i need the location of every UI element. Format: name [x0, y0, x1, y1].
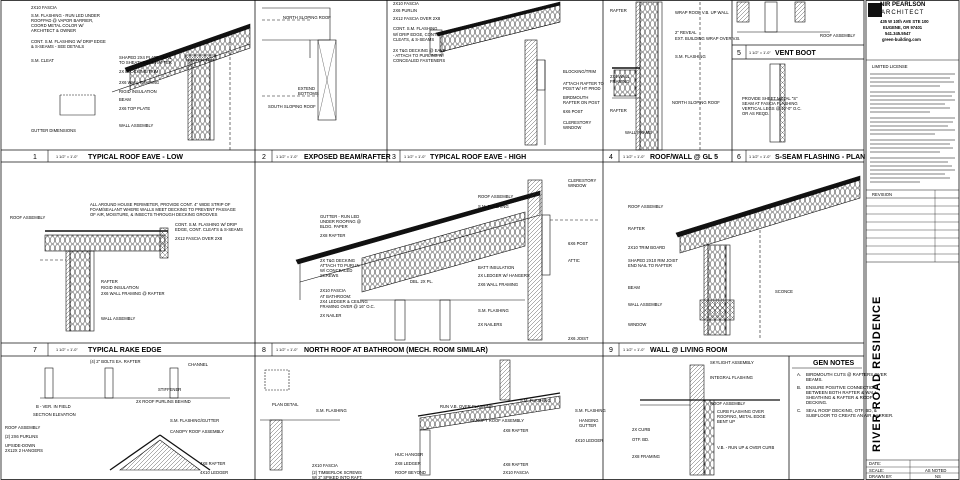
detail-titles: [33, 45, 865, 356]
svg-text:(2) TIMBERLOK SCREWS: (2) TIMBERLOK SCREWS: [312, 470, 362, 475]
svg-text:SECTION ELEVATION: SECTION ELEVATION: [33, 412, 76, 417]
svg-text:4X8 RAFTER: 4X8 RAFTER: [503, 462, 529, 467]
svg-text:ROOFPAD @ VAPOR BARRIER,: ROOFPAD @ VAPOR BARRIER,: [31, 18, 94, 23]
detail-8-scale: 1 1/2" = 1'-0": [276, 348, 298, 352]
detail-3-scale: 1 1/2" = 1'-0": [404, 155, 426, 159]
firm-address-1: 435 W 10th AVE STE 100: [880, 19, 929, 24]
svg-text:2X8 LEDGER: 2X8 LEDGER: [395, 461, 421, 466]
svg-text:S.M. FLASHING: S.M. FLASHING: [478, 308, 509, 313]
svg-text:2X6 WALL FRAMING @ RAFTER: 2X6 WALL FRAMING @ RAFTER: [101, 291, 165, 296]
detail-6-labels: [742, 96, 802, 116]
svg-text:BOTTOMS: BOTTOMS: [298, 91, 319, 96]
revision-label: REVISION: [872, 192, 893, 197]
svg-text:W/ 2" SPIKED INTO RAFT.: W/ 2" SPIKED INTO RAFT.: [312, 475, 363, 480]
detail-5-scale: 1 1/2" = 1'-0": [749, 51, 771, 55]
footer-scale-label: SCALE:: [869, 468, 884, 473]
svg-text:WINDOW: WINDOW: [628, 322, 647, 327]
svg-text:2X10 FASCIA: 2X10 FASCIA: [320, 288, 346, 293]
footer-scale-value: AS NOTED: [925, 468, 947, 473]
svg-text:HUC HANGER: HUC HANGER: [395, 452, 424, 457]
detail-2-number: 2: [262, 154, 266, 161]
detail-3-title: TYPICAL ROOF EAVE - HIGH: [430, 154, 527, 161]
svg-text:2X6 JOIST: 2X6 JOIST: [568, 336, 589, 341]
svg-text:DECKING.: DECKING.: [806, 400, 828, 405]
detail-7-title: TYPICAL RAKE EDGE: [88, 347, 162, 354]
svg-text:CANOPY ROOF ASSEMBLY: CANOPY ROOF ASSEMBLY: [470, 418, 525, 423]
svg-text:WALL ASSEMBLY: WALL ASSEMBLY: [119, 123, 154, 128]
license-text-block: [870, 74, 955, 182]
svg-text:S.M. FLASHING/GUTTER: S.M. FLASHING/GUTTER: [170, 418, 220, 423]
svg-text:CONT. S.M. FLASHING W/ DRIP: CONT. S.M. FLASHING W/ DRIP: [175, 222, 237, 227]
svg-text:SHEATHING & RAFTER & ROOF: SHEATHING & RAFTER & ROOF: [806, 395, 873, 400]
svg-text:S.M. FLASHING: S.M. FLASHING: [478, 204, 509, 209]
svg-text:EXT. BUILDING WRAP OVER V.B.: EXT. BUILDING WRAP OVER V.B.: [675, 36, 741, 41]
svg-text:C.: C.: [797, 408, 802, 413]
detail-4-title: ROOF/WALL @ GL 5: [650, 154, 719, 161]
svg-text:ROOF ASSEMBLY: ROOF ASSEMBLY: [478, 194, 514, 199]
svg-text:ROOF ASSEMBLY: ROOF ASSEMBLY: [5, 425, 41, 430]
svg-text:FRAMING: FRAMING: [610, 79, 630, 84]
svg-text:W/ CONCEALED: W/ CONCEALED: [320, 268, 353, 273]
svg-text:B.: B.: [797, 385, 802, 390]
svg-text:2X4 LEDGER & CEILING: 2X4 LEDGER & CEILING: [320, 299, 368, 304]
detail-10-labels: [5, 359, 228, 475]
detail-11-labels: [272, 402, 363, 480]
svg-text:GUTTER DIMENSIONS: GUTTER DIMENSIONS: [31, 128, 76, 133]
svg-text:BEAMS.: BEAMS.: [806, 377, 823, 382]
detail-6-title: S-SEAM FLASHING - PLAN: [775, 154, 866, 161]
svg-text:ATTIC: ATTIC: [568, 258, 580, 263]
svg-text:2X LEDGER W/ HANGERS: 2X LEDGER W/ HANGERS: [478, 273, 530, 278]
svg-text:2X ROOF PURLINS BEHIND: 2X ROOF PURLINS BEHIND: [136, 399, 191, 404]
svg-text:RAFTER: RAFTER: [628, 226, 645, 231]
svg-text:DBL. 2X PL.: DBL. 2X PL.: [410, 279, 434, 284]
svg-text:NORTH SLOPING ROOF: NORTH SLOPING ROOF: [672, 100, 720, 105]
svg-text:CLERESTORY: CLERESTORY: [563, 120, 592, 125]
svg-text:BETWEEN BOTH RAFTER & WALL: BETWEEN BOTH RAFTER & WALL: [806, 390, 878, 395]
svg-text:CANOPY ROOF ASSEMBLY: CANOPY ROOF ASSEMBLY: [170, 429, 225, 434]
svg-text:ROOFING, METAL EDGE: ROOFING, METAL EDGE: [717, 414, 766, 419]
svg-text:- ATTACH TO PURLINS W/: - ATTACH TO PURLINS W/: [393, 53, 444, 58]
license-title: LIMITED LICENSE: [872, 64, 908, 69]
svg-text:CONT. S.M. FLASHING: CONT. S.M. FLASHING: [393, 26, 438, 31]
svg-text:OR AS REQD.: OR AS REQD.: [742, 111, 770, 116]
svg-text:A.: A.: [797, 372, 802, 377]
svg-text:FRAMING OVER @ 16" O.C.: FRAMING OVER @ 16" O.C.: [320, 304, 375, 309]
detail-3-drawing: [430, 2, 560, 145]
svg-text:2X NAILERS: 2X NAILERS: [478, 322, 503, 327]
svg-text:2X10 TRIM BOARD: 2X10 TRIM BOARD: [628, 245, 666, 250]
svg-text:2X12X 2 HANGERS: 2X12X 2 HANGERS: [5, 448, 43, 453]
svg-text:S.M. FLASHING: S.M. FLASHING: [520, 398, 551, 403]
svg-text:2X T&G DECKING: 2X T&G DECKING: [320, 258, 356, 263]
svg-text:SEAM AT FASCIA FLASHING: SEAM AT FASCIA FLASHING: [742, 101, 798, 106]
svg-text:AT BATHROOM:: AT BATHROOM:: [320, 294, 352, 299]
svg-text:ATTACH TO PURLIN: ATTACH TO PURLIN: [320, 263, 360, 268]
svg-text:OTF. BD.: OTF. BD.: [632, 437, 650, 442]
detail-7-scale: 1 1/2" = 1'-0": [56, 348, 78, 352]
svg-text:CLERESTORY: CLERESTORY: [568, 178, 597, 183]
detail-5-number: 5: [737, 50, 741, 57]
svg-text:CURB FLASHING OVER: CURB FLASHING OVER: [717, 409, 765, 414]
detail-2-title: EXPOSED BEAM/RAFTER: [304, 154, 391, 161]
firm-name: NIR PEARLSON: [880, 2, 926, 8]
svg-text:(2) 2X6 PURLINS: (2) 2X6 PURLINS: [5, 434, 39, 439]
svg-text:& S-SEAMS - SEE DETAILS: & S-SEAMS - SEE DETAILS: [31, 44, 85, 49]
svg-text:2X12 FASCIA OVER 2X8: 2X12 FASCIA OVER 2X8: [175, 236, 223, 241]
detail-5-title: VENT BOOT: [775, 50, 816, 57]
svg-text:SKYLIGHT ASSEMBLY: SKYLIGHT ASSEMBLY: [710, 360, 754, 365]
svg-text:WALL ASSEMBLY: WALL ASSEMBLY: [101, 316, 136, 321]
svg-text:4X10 LEDGER: 4X10 LEDGER: [575, 438, 604, 443]
svg-text:ARCHITECT & OWNER: ARCHITECT & OWNER: [31, 28, 77, 33]
detail-5-label: ROOF ASSEMBLY: [820, 33, 856, 38]
firm-role: ARCHITECT: [881, 10, 925, 16]
detail-9-drawing: [676, 176, 860, 340]
svg-text:B - VER. IN FIELD: B - VER. IN FIELD: [36, 404, 71, 409]
svg-text:RAFTER: RAFTER: [610, 8, 627, 13]
svg-text:TO SHEATHING & RAFTER: TO SHEATHING & RAFTER: [119, 60, 172, 65]
detail-1-title: TYPICAL ROOF EAVE - LOW: [88, 154, 184, 161]
svg-text:2X6 WALL FRAMING: 2X6 WALL FRAMING: [478, 282, 519, 287]
svg-text:ROOF ASSEMBLY: ROOF ASSEMBLY: [710, 401, 746, 406]
svg-text:2X6 TOP PLATE: 2X6 TOP PLATE: [119, 106, 151, 111]
detail-8-title: NORTH ROOF AT BATHROOM (MECH. ROOM SIMILAR): [304, 347, 488, 354]
svg-text:ROOF ASSEMBLY: ROOF ASSEMBLY: [10, 215, 46, 220]
detail-2-labels: [268, 15, 331, 109]
svg-text:S.M. FLASHING: S.M. FLASHING: [575, 408, 606, 413]
svg-text:2X BLOCKING/TRIM: 2X BLOCKING/TRIM: [119, 69, 159, 74]
footer-drawn-label: DRAWN BY:: [869, 474, 893, 479]
detail-7-number: 7: [33, 347, 37, 354]
firm-address-2: EUGENE, OR 97401: [883, 25, 923, 30]
svg-text:WINDOW: WINDOW: [568, 183, 587, 188]
svg-text:S.M. FLASHING - RUN LED UNDER: S.M. FLASHING - RUN LED UNDER: [31, 13, 100, 18]
svg-text:SEAL ROOF DECKING, OTF. BD, &: SEAL ROOF DECKING, OTF. BD, &: [806, 408, 877, 413]
svg-text:2X6 PURLIN: 2X6 PURLIN: [393, 8, 417, 13]
svg-text:4X8 RAFTER: 4X8 RAFTER: [200, 461, 226, 466]
svg-text:2X10 FASCIA: 2X10 FASCIA: [393, 1, 419, 6]
svg-text:2X6 WALL: 2X6 WALL: [610, 74, 630, 79]
svg-text:BEAM: BEAM: [119, 97, 131, 102]
svg-text:ATTACH RAFTER TO: ATTACH RAFTER TO: [563, 81, 604, 86]
svg-text:GUTTER: GUTTER: [579, 423, 597, 428]
svg-text:RAFTER ON POST: RAFTER ON POST: [563, 100, 600, 105]
svg-text:2X10 FASCIA: 2X10 FASCIA: [312, 463, 338, 468]
svg-text:2X8 FRAMING: 2X8 FRAMING: [632, 454, 660, 459]
svg-text:RUN V.B. OVER FLASHING: RUN V.B. OVER FLASHING: [440, 404, 493, 409]
detail-9-number: 9: [609, 347, 613, 354]
footer-drawn-value: NS: [935, 474, 941, 479]
svg-text:RIGID INSULATION: RIGID INSULATION: [101, 285, 139, 290]
svg-text:STIFFENER: STIFFENER: [158, 387, 182, 392]
svg-text:2X12 FASCIA OVER 2X8: 2X12 FASCIA OVER 2X8: [393, 16, 441, 21]
detail-9-title: WALL @ LIVING ROOM: [650, 347, 728, 354]
svg-text:BENT UP: BENT UP: [717, 419, 736, 424]
svg-text:RAFTER: RAFTER: [610, 108, 627, 113]
detail-6-number: 6: [737, 154, 741, 161]
svg-text:BIRDMOUTH: BIRDMOUTH: [563, 95, 589, 100]
svg-text:6X6 POST: 6X6 POST: [563, 109, 584, 114]
svg-text:UPSIDE-DOWN: UPSIDE-DOWN: [5, 443, 36, 448]
svg-text:INTEGRAL FLASHING: INTEGRAL FLASHING: [710, 375, 753, 380]
detail-13-drawing: [640, 365, 780, 475]
svg-text:OF AIR, MOISTURE, & INSECTS TH: OF AIR, MOISTURE, & INSECTS THROUGH DECKING GROOVES: [90, 212, 218, 217]
svg-text:POST W/ HT PROD: POST W/ HT PROD: [563, 86, 601, 91]
svg-text:SCONCE: SCONCE: [775, 289, 793, 294]
detail-4-number: 4: [609, 154, 613, 161]
svg-text:CONT. S.M. FLASHING W/ DRIP ED: CONT. S.M. FLASHING W/ DRIP EDGE: [31, 39, 106, 44]
svg-text:S.M. FLASHING: S.M. FLASHING: [316, 408, 347, 413]
footer-date-label: DATE:: [869, 461, 882, 466]
svg-text:BLDG. PAPER: BLDG. PAPER: [320, 224, 348, 229]
svg-text:EXTEND: EXTEND: [298, 86, 315, 91]
firm-web: green-building.com: [882, 37, 921, 42]
gen-notes-title: GEN NOTES: [813, 360, 855, 367]
svg-text:S.M. CLEAT: S.M. CLEAT: [31, 58, 54, 63]
svg-text:BIRDMOUTH CUTS @ RAFTERS OVER: BIRDMOUTH CUTS @ RAFTERS OVER: [806, 372, 887, 377]
svg-text:WALL ASSEMBLY: WALL ASSEMBLY: [628, 302, 663, 307]
detail-8-number: 8: [262, 347, 266, 354]
svg-text:BLOCKING/TRIM: BLOCKING/TRIM: [563, 69, 597, 74]
detail-5-drawing: [737, 2, 830, 32]
svg-text:SHAPED 2X4 PLATE - NAIL: SHAPED 2X4 PLATE - NAIL: [119, 55, 172, 60]
svg-text:2X8 RAFTER: 2X8 RAFTER: [320, 233, 346, 238]
svg-text:UNDER ROOFING @: UNDER ROOFING @: [320, 219, 362, 224]
svg-text:CONCEALED FASTENERS: CONCEALED FASTENERS: [393, 58, 446, 63]
svg-text:CHANNEL: CHANNEL: [188, 362, 209, 367]
svg-text:NORTH SLOPING ROOF: NORTH SLOPING ROOF: [283, 15, 331, 20]
svg-text:4X8 RAFTER: 4X8 RAFTER: [503, 428, 529, 433]
svg-text:S.M. FLASHING: S.M. FLASHING: [675, 54, 706, 59]
svg-text:PROVIDE SHEET METAL "S": PROVIDE SHEET METAL "S": [742, 96, 798, 101]
svg-text:ROOF ASSEMBLY: ROOF ASSEMBLY: [628, 204, 664, 209]
svg-text:CLEATS, & S-SEAMS: CLEATS, & S-SEAMS: [393, 37, 435, 42]
svg-text:ENSURE POSITIVE CONNECTION: ENSURE POSITIVE CONNECTION: [806, 385, 877, 390]
svg-text:V.B. - RUN UP & OVER CURB: V.B. - RUN UP & OVER CURB: [717, 445, 775, 450]
detail-9-scale: 1 1/2" = 1'-0": [623, 348, 645, 352]
svg-text:(4) 2" BOLTS EA. RAFTER: (4) 2" BOLTS EA. RAFTER: [90, 359, 141, 364]
svg-text:EDGE, CONT. CLEATS & S-SEAMS: EDGE, CONT. CLEATS & S-SEAMS: [175, 227, 243, 232]
svg-text:END NAIL TO RAFTER: END NAIL TO RAFTER: [628, 263, 672, 268]
svg-text:PLAN DETAIL: PLAN DETAIL: [272, 402, 299, 407]
detail-1-number: 1: [33, 154, 37, 161]
svg-text:BEAM: BEAM: [628, 285, 640, 290]
detail-1-labels: [31, 5, 173, 133]
svg-text:BATT INSULATION: BATT INSULATION: [478, 265, 515, 270]
detail-6-scale: 1 1/2" = 1'-0": [749, 155, 771, 159]
svg-text:W/ DRIP EDGE, CONT.: W/ DRIP EDGE, CONT.: [393, 32, 438, 37]
svg-text:HANGING: HANGING: [579, 418, 599, 423]
svg-text:ROOF BEYOND: ROOF BEYOND: [395, 470, 426, 475]
svg-text:WINDOW: WINDOW: [563, 125, 582, 130]
svg-text:2X CURB: 2X CURB: [632, 427, 651, 432]
svg-text:6X6 POST: 6X6 POST: [568, 241, 589, 246]
svg-text:2X6 WALL FRAMING: 2X6 WALL FRAMING: [119, 80, 160, 85]
svg-text:WALL FRAME: WALL FRAME: [625, 130, 652, 135]
detail-4-scale: 1 1/2" = 1'-0": [623, 155, 645, 159]
svg-text:2" REVEAL: 2" REVEAL: [675, 30, 697, 35]
svg-text:FOAM/SEALANT WHERE WALLS MEET: FOAM/SEALANT WHERE WALLS MEET DECKING TO PREVENT PASSAGE: [90, 207, 236, 212]
svg-text:VERTICAL LEGS @ 10'-0" O.C.: VERTICAL LEGS @ 10'-0" O.C.: [742, 106, 802, 111]
svg-text:4X10 LEDGER: 4X10 LEDGER: [200, 470, 229, 475]
svg-text:ALL AROUND HOUSE PERIMETER, PR: ALL AROUND HOUSE PERIMETER, PROVIDE CONT. 4" WIDE STRIP OF: [90, 202, 231, 207]
svg-text:2X10 FASCIA: 2X10 FASCIA: [31, 5, 57, 10]
svg-text:2X T&G DECKING @ EAVE: 2X T&G DECKING @ EAVE: [393, 48, 446, 53]
svg-text:SCREWS: SCREWS: [320, 273, 339, 278]
svg-text:COORD METAL COLOR W/: COORD METAL COLOR W/: [31, 23, 84, 28]
svg-text:SOUTH SLOPING ROOF: SOUTH SLOPING ROOF: [268, 104, 316, 109]
svg-text:WRAP ROOF V.B. UP WALL: WRAP ROOF V.B. UP WALL: [675, 10, 729, 15]
title-block: [868, 2, 955, 479]
svg-text:SHAPED 2X10 RIM JOIST: SHAPED 2X10 RIM JOIST: [628, 258, 679, 263]
project-name: RIVER ROAD RESIDENCE: [871, 295, 883, 452]
svg-text:2X NAILER: 2X NAILER: [320, 313, 342, 318]
detail-11-drawing: [260, 370, 340, 470]
svg-text:GUTTER - RUN LED: GUTTER - RUN LED: [320, 214, 360, 219]
svg-text:RIGID INSULATION: RIGID INSULATION: [119, 89, 157, 94]
detail-1-scale: 1 1/2" = 1'-0": [56, 155, 78, 159]
svg-text:RAFTER: RAFTER: [101, 279, 118, 284]
svg-text:2X10 FASCIA: 2X10 FASCIA: [503, 470, 529, 475]
detail-7-labels: [10, 202, 243, 321]
detail-2-scale: 1 1/2" = 1'-0": [276, 155, 298, 159]
svg-text:SUBFLOOR TO CREATE AN AIR BARR: SUBFLOOR TO CREATE AN AIR BARRIER.: [806, 413, 894, 418]
detail-3-number: 3: [392, 154, 396, 161]
firm-phone: 541.345.5547: [885, 31, 911, 36]
